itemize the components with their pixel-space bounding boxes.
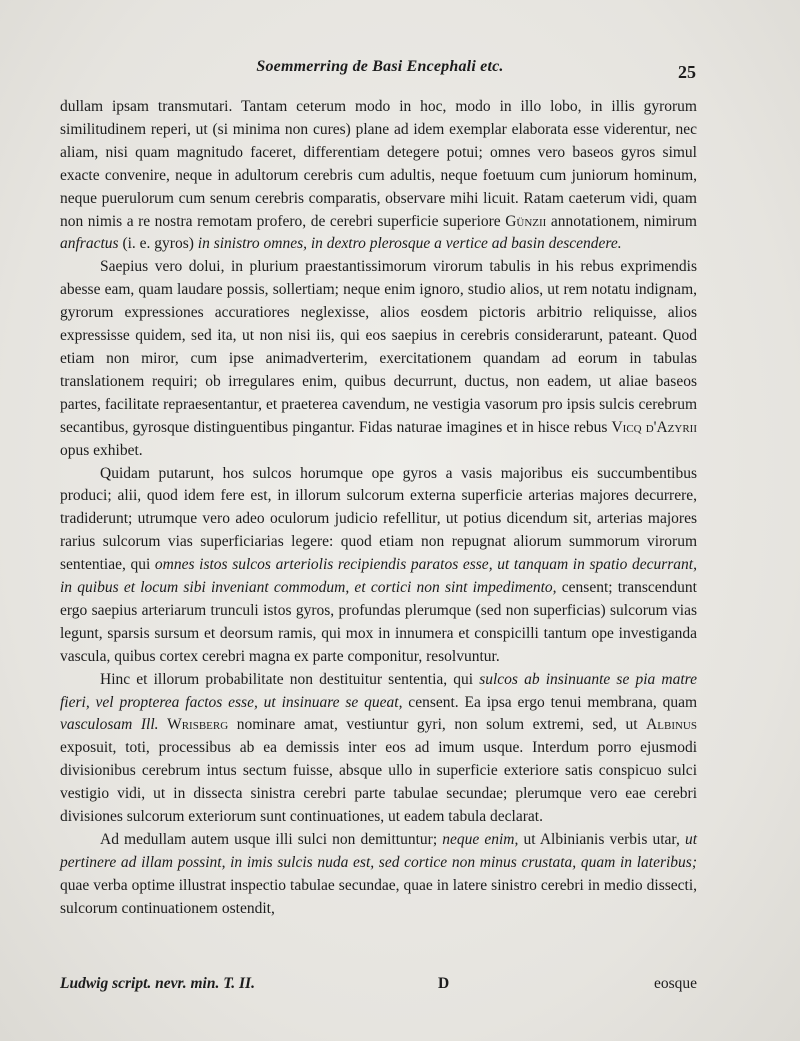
text-run: nominare amat, vestiuntur gyri, non solum extremi, sed, ut [228, 716, 647, 734]
text-run: annotationem, nimirum [546, 212, 697, 230]
small-caps-name: Wrisberg [167, 716, 229, 734]
text-run: exposuit, toti, processibus ab ea demissis inter eos ad imum usque. Interdum porro ejusmodi divisionibus cerebrum intus sectum fuisse, absque ullo in superficie exteriore satis conspicuo sulci vestigio vidi, ut in dissecta sinistra cerebri parte tabulae secundae; plerumque vero eae cerebri divisiones sulcorum exteriorum sunt continuationes, ut eadem tabula declarat. [60, 739, 697, 826]
text-run: Quidam putarunt, hos sulcos horumque ope gyros a vasis majoribus eis succumbentibus produci; alii, quod idem fere est, in illorum sulcorum externa superficie arterias majores decurrere, tradiderunt; utrumque vero adeo oculorum judicio refellitur, ut potius dicendum sit, arterias majores rarius sulcorum vias superficiarias legere: quod etiam non repugnat aliorum summorum virorum sententiae, qui [60, 464, 697, 574]
italic-text: anfractus [60, 235, 119, 253]
text-run [159, 716, 168, 733]
italic-text: vasculosam Ill. [60, 716, 159, 734]
paragraph-5 [60, 829, 697, 921]
body-text [60, 96, 697, 921]
italic-text: ut pertinere ad illam possint, in imis sulcis nuda est, sed cortice non minus crustata, quam in lateribus; [60, 831, 698, 871]
paragraph-2 [60, 256, 697, 462]
italic-text: omnes istos sulcos arteriolis recipiendis paratos esse, ut tanquam in spatio decurrant, in quibus et locum sibi inveniant commodum, et cortici non sint impedimento, [60, 556, 697, 597]
text-run: quae verba optime illustrat inspectio tabulae secundae, quae in latere sinistro cerebri in medio dissecti, sulcorum continuationem ostendit, [60, 876, 697, 917]
signature-note: Ludwig script. nevr. min. T. II. [60, 975, 255, 992]
text-run: Saepius vero dolui, in plurium praestantissimorum virorum tabulis in his rebus exprimendis abesse eam, quam laudare possis, sollertiam; neque enim ignoro, studio alios, ut rem notatu indignam, gyrorum expressiones accuratiores neglexisse, alios eosdem pictoris arbitrio reliquisse, alios expressisse quidem, sed ita, ut non nisi iis, qui eos saepius in cerebris considerarunt, pateant. Quod etiam non miror, cum ipse animadverterim, exercitationem quandam ad eorum in tabulas translationem requiri; ob irregulares enim, quibus decurrunt, ductus, non eadem, ut aliae baseos partes, facilitate repraesentantur, et praeterea cavendum, ne vestigia vasorum pro ipsis sulcis cerebrum secantibus, gyrosque distinguentibus pingantur. Fidas naturae imagines et in hisce rebus [60, 258, 697, 436]
running-title: Soemmerring de Basi Encephali etc. [256, 58, 504, 75]
italic-text: in sinistro omnes, in dextro plerosque a vertice ad basin descendere. [197, 235, 622, 253]
signature-mark: D [438, 975, 450, 992]
italic-text: sulcos ab insinuante se pia matre fieri, vel propterea factos esse, ut insinuare se queat, [60, 670, 697, 711]
catchword: eosque [653, 975, 697, 992]
text-run: Hinc et illorum probabilitate non destituitur sententia, qui [100, 670, 480, 688]
text-run: opus exhibet. [60, 441, 143, 459]
paragraph-1 [60, 96, 697, 256]
italic-text: neque enim, [442, 831, 519, 848]
text-run: (i. e. gyros) [118, 235, 198, 253]
text-run: dullam ipsam transmutari. Tantam ceterum modo in hoc, modo in illo lobo, in illis gyrorum similitudinem reperi, ut (si minima non cures) plane ad idem exemplar elaborata esse viderentur, nec aliam, nisi quam magnitudo faceret, differentiam detegere potui; omnes vero baseos gyros simul exacte convenire, neque in adultorum cerebris cum adultis, neque foetuum cum juniorum hominum, neque puerulorum cum senum cerebris comparatis, observare mihi licuit. Ratam caeterum vidi, quam non nimis a re nostra remotam profero, de cerebri superficie superiore [60, 98, 697, 230]
small-caps-name: Vicq d'Azyrii [611, 418, 697, 436]
small-caps-name: Günzii [505, 212, 547, 230]
text-run: Ad medullam autem usque illi sulci non demittuntur; [100, 831, 443, 848]
text-run: censent; transcendunt ergo saepius arteriarum trunculi istos gyros, profundas plerumque (sed non superficias) sulcorum vias legunt, sparsis sursum et deorsum ramis, qui mox in innumera et conspicilli tantum ope investiganda vascula, quibus cortex cerebri magna ex parte componitur, resolvuntur. [60, 579, 697, 665]
text-run: ut Albinianis verbis utar, [518, 831, 685, 848]
small-caps-name: Albinus [646, 716, 697, 734]
paragraph-3 [60, 463, 697, 669]
page-number: 25 [678, 62, 696, 82]
text-run: censent. Ea ipsa ergo tenui membrana, quam [402, 693, 697, 711]
paragraph-4 [60, 669, 697, 829]
